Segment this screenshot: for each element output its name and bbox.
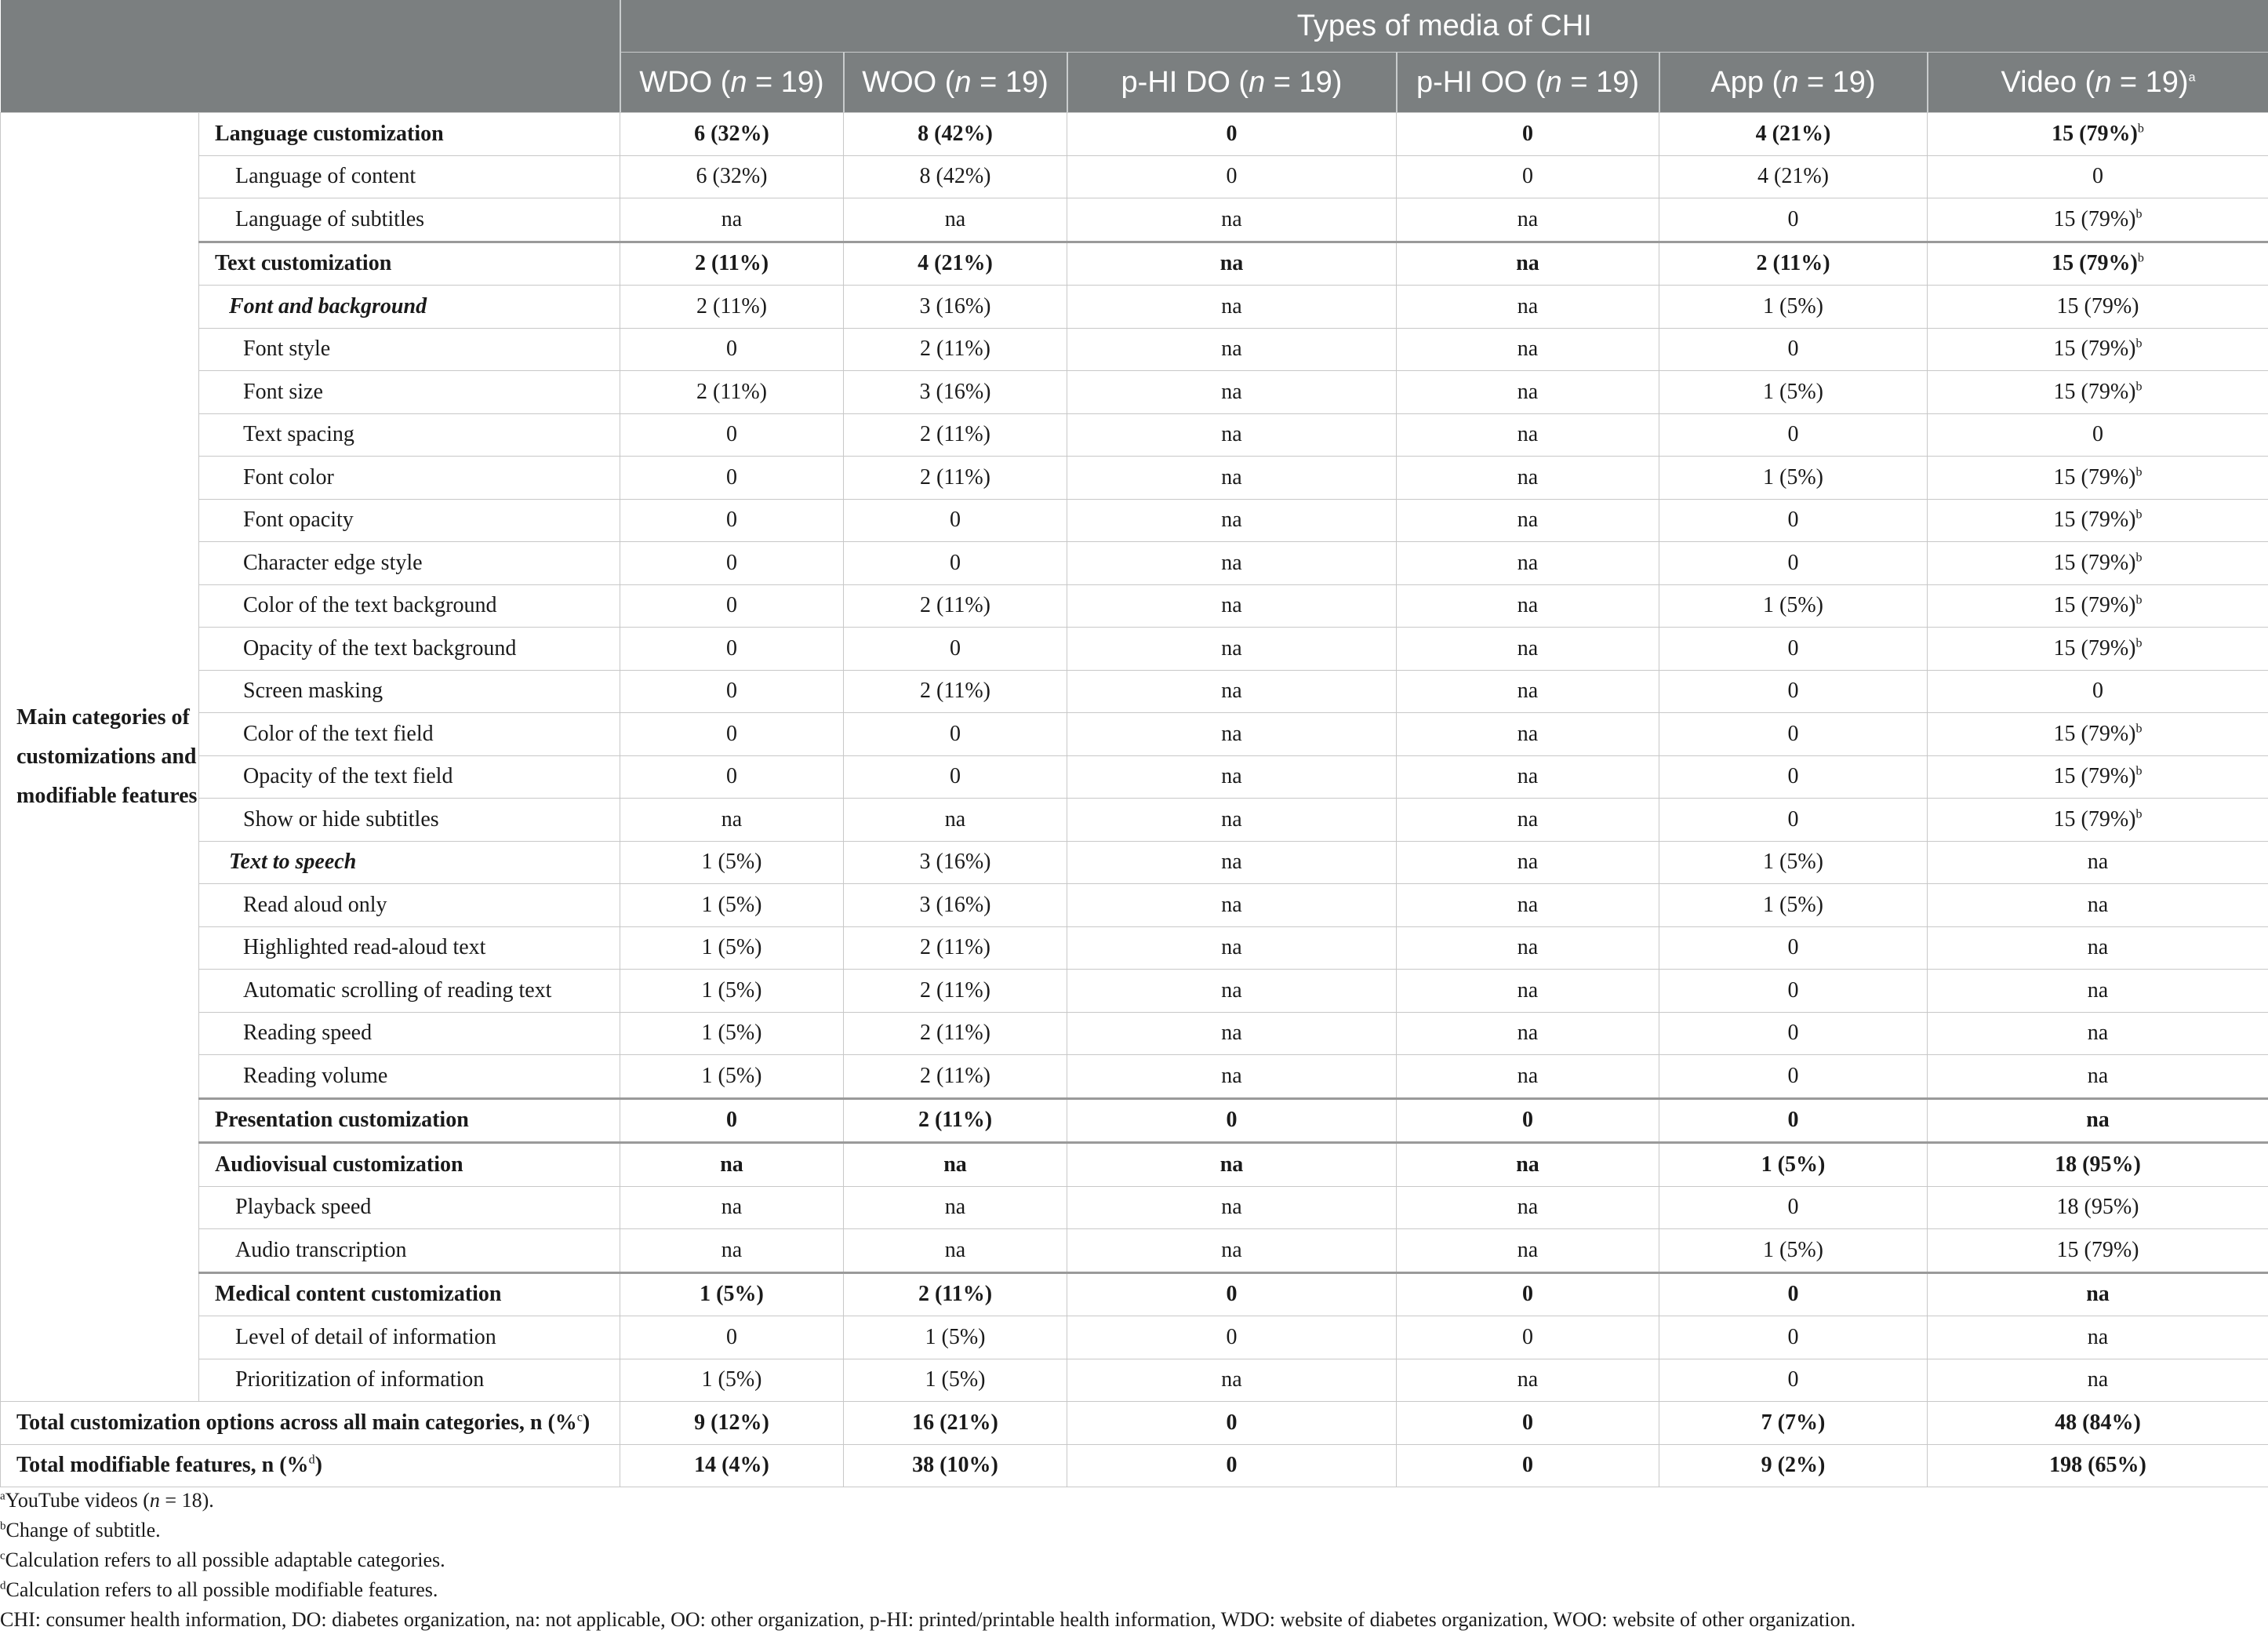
column-header-app: App (n = 19) xyxy=(1659,53,1928,113)
table-row xyxy=(1,670,2268,713)
table-cell: na xyxy=(1397,799,1659,842)
table-cell: na xyxy=(1397,713,1659,756)
table-row xyxy=(1,584,2268,628)
table-cell: 0 xyxy=(844,628,1067,671)
table-cell: 1 (5%) xyxy=(1659,841,1928,884)
table-row xyxy=(1,1316,2268,1359)
table-cell: na xyxy=(1397,926,1659,970)
table-cell: 2 (11%) xyxy=(844,926,1067,970)
table-cell: na xyxy=(1397,1012,1659,1055)
table-cell: na xyxy=(1928,884,2268,927)
table-cell: 2 (11%) xyxy=(844,457,1067,500)
table-cell: 0 xyxy=(844,542,1067,585)
table-row xyxy=(1,1229,2268,1273)
table-row xyxy=(1,1359,2268,1402)
table-row xyxy=(1,1012,2268,1055)
table-cell: 2 (11%) xyxy=(844,413,1067,457)
table-row xyxy=(1,542,2268,585)
table-cell: na xyxy=(1928,1012,2268,1055)
table-cell: 0 xyxy=(1659,970,1928,1013)
total-cell: 14 (4%) xyxy=(620,1444,844,1487)
row-label: Text spacing xyxy=(199,413,620,457)
table-cell: 0 xyxy=(1659,755,1928,799)
row-label: Language of subtitles xyxy=(199,198,620,242)
table-cell: 1 (5%) xyxy=(620,884,844,927)
table-cell: 0 xyxy=(1659,413,1928,457)
table-cell: na xyxy=(620,1186,844,1229)
table-cell: 1 (5%) xyxy=(1659,1143,1928,1187)
table-cell: na xyxy=(1397,457,1659,500)
table-cell: na xyxy=(1067,198,1397,242)
table-cell: 0 xyxy=(1659,1316,1928,1359)
row-label: Opacity of the text field xyxy=(199,755,620,799)
table-cell: 0 xyxy=(620,413,844,457)
table-cell: 0 xyxy=(620,755,844,799)
table-cell: 1 (5%) xyxy=(1659,457,1928,500)
total-row xyxy=(1,1402,2268,1445)
table-cell: na xyxy=(1397,286,1659,329)
table-row xyxy=(1,1272,2268,1316)
table-row xyxy=(1,1186,2268,1229)
footnote: $^d$Calculation refers to all possible modifiable features. xyxy=(0,1578,438,1601)
table-cell: na xyxy=(1397,242,1659,286)
footnotes xyxy=(0,1486,2268,1635)
table-cell: 0 xyxy=(1397,155,1659,198)
table-cell: 1 (5%) xyxy=(620,1012,844,1055)
table-cell: 15 $(79\%)^b$ xyxy=(1928,542,2268,585)
row-label: Show or hide subtitles xyxy=(199,799,620,842)
table-cell: 15 $(79\%)^b$ xyxy=(1928,713,2268,756)
table-cell: na xyxy=(1067,841,1397,884)
table-cell: na xyxy=(1067,799,1397,842)
table-cell: 0 xyxy=(844,755,1067,799)
table-cell: na xyxy=(1928,1098,2268,1143)
total-cell: 0 xyxy=(1067,1444,1397,1487)
total-cell: 16 (21%) xyxy=(844,1402,1067,1445)
table-cell: 1 (5%) xyxy=(1659,286,1928,329)
table-cell: na xyxy=(1067,670,1397,713)
table-row xyxy=(1,413,2268,457)
table-cell: na xyxy=(1067,413,1397,457)
table-row xyxy=(1,286,2268,329)
total-row xyxy=(1,1444,2268,1487)
table-cell: 0 xyxy=(1067,113,1397,156)
table-cell: na xyxy=(1397,970,1659,1013)
table-cell: 15 $(79\%)^b$ xyxy=(1928,755,2268,799)
column-header-phi-oo: p-HI OO (n = 19) xyxy=(1397,53,1659,113)
row-label: Opacity of the text background xyxy=(199,628,620,671)
table-cell: na xyxy=(1067,970,1397,1013)
table-cell: 0 xyxy=(1659,713,1928,756)
table-cell: na xyxy=(1067,926,1397,970)
table-row xyxy=(1,155,2268,198)
table-cell: na xyxy=(1928,1272,2268,1316)
table-cell: na xyxy=(1067,542,1397,585)
table-cell: na xyxy=(1397,1186,1659,1229)
table-cell: 1 (5%) xyxy=(844,1316,1067,1359)
table-row xyxy=(1,198,2268,242)
table-cell: 2 (11%) xyxy=(620,242,844,286)
row-label: Text to speech xyxy=(199,841,620,884)
table-cell: 1 (5%) xyxy=(620,841,844,884)
table-cell: 3 (16%) xyxy=(844,884,1067,927)
table-cell: 8 (42%) xyxy=(844,155,1067,198)
row-label: Prioritization of information xyxy=(199,1359,620,1402)
table-row xyxy=(1,755,2268,799)
table-cell: na xyxy=(844,198,1067,242)
table-cell: 0 xyxy=(1067,155,1397,198)
table-cell: na xyxy=(1067,628,1397,671)
table-row xyxy=(1,328,2268,371)
table-cell: na xyxy=(1067,713,1397,756)
table-cell: 0 xyxy=(1659,1012,1928,1055)
table-cell: 15 $(79\%)^b$ xyxy=(1928,457,2268,500)
table-cell: na xyxy=(1397,1359,1659,1402)
footnote: $^a$YouTube videos (n = 18). xyxy=(0,1489,214,1512)
table-cell: 0 xyxy=(620,584,844,628)
row-label: Font style xyxy=(199,328,620,371)
row-label: Font opacity xyxy=(199,499,620,542)
table-cell: 2 (11%) xyxy=(844,1012,1067,1055)
table-cell: na xyxy=(1928,1316,2268,1359)
table-cell: 0 xyxy=(1659,1055,1928,1099)
table-cell: 15 $(79\%)^b$ xyxy=(1928,328,2268,371)
table-cell: na xyxy=(1067,1055,1397,1099)
table-cell: na xyxy=(1928,926,2268,970)
table-cell: na xyxy=(620,198,844,242)
row-label: Language of content xyxy=(199,155,620,198)
table-cell: 4 (21%) xyxy=(1659,113,1928,156)
table-cell: 3 (16%) xyxy=(844,286,1067,329)
table-cell: na xyxy=(620,1229,844,1273)
table-cell: 0 xyxy=(1659,1272,1928,1316)
row-label: Level of detail of information xyxy=(199,1316,620,1359)
table-cell: 1 (5%) xyxy=(1659,884,1928,927)
table-cell: na xyxy=(1067,328,1397,371)
table-cell: na xyxy=(1397,755,1659,799)
header-corner xyxy=(1,0,620,53)
table-cell: na xyxy=(1067,457,1397,500)
table-cell: 1 (5%) xyxy=(1659,1229,1928,1273)
table-cell: na xyxy=(1067,1012,1397,1055)
table-cell: na xyxy=(844,1229,1067,1273)
table-cell: 15 $(79\%)^b$ xyxy=(1928,242,2268,286)
table-cell: na xyxy=(1067,242,1397,286)
table-cell: na xyxy=(1397,499,1659,542)
table-cell: 0 xyxy=(620,1316,844,1359)
table-cell: 2 (11%) xyxy=(844,1055,1067,1099)
table-cell: 0 xyxy=(1397,113,1659,156)
row-label: Font size xyxy=(199,371,620,414)
table-cell: na xyxy=(1397,1229,1659,1273)
row-label: Text customization xyxy=(199,242,620,286)
total-cell: 48 (84%) xyxy=(1928,1402,2268,1445)
table-cell: na xyxy=(1928,1055,2268,1099)
table-row xyxy=(1,371,2268,414)
table-cell: na xyxy=(1067,286,1397,329)
table-cell: 0 xyxy=(844,499,1067,542)
table-cell: 3 (16%) xyxy=(844,371,1067,414)
total-cell: 38 (10%) xyxy=(844,1444,1067,1487)
table-cell: 0 xyxy=(1067,1316,1397,1359)
header-group-title: Types of media of CHI xyxy=(620,0,2268,53)
table-cell: 0 xyxy=(620,670,844,713)
table-cell: na xyxy=(844,1186,1067,1229)
total-cell: 0 xyxy=(1067,1402,1397,1445)
table-cell: 15 $(79\%)^b$ xyxy=(1928,799,2268,842)
row-label: Font color xyxy=(199,457,620,500)
table-row xyxy=(1,926,2268,970)
table-cell: 0 xyxy=(1659,926,1928,970)
total-label: Total customization options across all main categories, n (%$^c$) xyxy=(1,1402,620,1445)
table-cell: 2 (11%) xyxy=(844,584,1067,628)
table-row xyxy=(1,242,2268,286)
table-cell: 15 $(79\%)^b$ xyxy=(1928,499,2268,542)
table-row xyxy=(1,499,2268,542)
table-cell: 1 (5%) xyxy=(844,1359,1067,1402)
table-cell: na xyxy=(1397,584,1659,628)
table-cell: 0 xyxy=(1659,1359,1928,1402)
table-cell: 18 (95%) xyxy=(1928,1143,2268,1187)
table-cell: 0 xyxy=(620,542,844,585)
row-label: Character edge style xyxy=(199,542,620,585)
table-cell: 2 (11%) xyxy=(844,328,1067,371)
row-label: Reading volume xyxy=(199,1055,620,1099)
table-cell: 4 (21%) xyxy=(844,242,1067,286)
table-cell: na xyxy=(1397,413,1659,457)
total-cell: 198 (65%) xyxy=(1928,1444,2268,1487)
table-row xyxy=(1,628,2268,671)
table-cell: na xyxy=(1397,198,1659,242)
table-cell: na xyxy=(1067,499,1397,542)
row-label: Automatic scrolling of reading text xyxy=(199,970,620,1013)
table-row xyxy=(1,1098,2268,1143)
table-row xyxy=(1,841,2268,884)
table-cell: na xyxy=(1397,371,1659,414)
row-group-label: Main categories of customizations and modifiable features xyxy=(1,113,199,1402)
table-cell: 6 (32%) xyxy=(620,155,844,198)
table-cell: 0 xyxy=(620,328,844,371)
table-cell: 0 xyxy=(1659,628,1928,671)
table-cell: 0 xyxy=(1928,155,2268,198)
total-cell: 0 xyxy=(1397,1402,1659,1445)
table-cell: na xyxy=(844,1143,1067,1187)
table-row xyxy=(1,1055,2268,1099)
table-cell: na xyxy=(1067,1359,1397,1402)
table-cell: 0 xyxy=(620,713,844,756)
row-label: Playback speed xyxy=(199,1186,620,1229)
table-cell: na xyxy=(1067,884,1397,927)
table-cell: na xyxy=(1067,1143,1397,1187)
table-cell: na xyxy=(1397,841,1659,884)
table-cell: 1 (5%) xyxy=(620,926,844,970)
row-label: Language customization xyxy=(199,113,620,156)
footnote: $^b$Change of subtitle. xyxy=(0,1519,161,1541)
row-label: Font and background xyxy=(199,286,620,329)
table-cell: 1 (5%) xyxy=(620,1272,844,1316)
table-cell: na xyxy=(1067,371,1397,414)
table-cell: 15 $(79\%)^b$ xyxy=(1928,198,2268,242)
table-cell: 2 (11%) xyxy=(1659,242,1928,286)
total-cell: 0 xyxy=(1397,1444,1659,1487)
total-cell: 7 (7%) xyxy=(1659,1402,1928,1445)
row-label: Read aloud only xyxy=(199,884,620,927)
table-cell: na xyxy=(1397,670,1659,713)
table-cell: na xyxy=(1067,584,1397,628)
table-cell: na xyxy=(1397,628,1659,671)
table-row xyxy=(1,1143,2268,1187)
table-cell: 15 $(79\%)^b$ xyxy=(1928,584,2268,628)
column-header-woo: WOO (n = 19) xyxy=(844,53,1067,113)
table-cell: 0 xyxy=(1397,1272,1659,1316)
table-cell: 0 xyxy=(1659,799,1928,842)
table-cell: na xyxy=(620,799,844,842)
table-row xyxy=(1,713,2268,756)
table-cell: 0 xyxy=(1659,1098,1928,1143)
row-label: Reading speed xyxy=(199,1012,620,1055)
footnote: $^c$Calculation refers to all possible adaptable categories. xyxy=(0,1549,445,1571)
table-cell: 2 (11%) xyxy=(844,970,1067,1013)
table-cell: 2 (11%) xyxy=(620,371,844,414)
table-cell: 1 (5%) xyxy=(1659,371,1928,414)
table-cell: na xyxy=(1928,841,2268,884)
table-cell: 0 xyxy=(1067,1098,1397,1143)
table-cell: 0 xyxy=(844,713,1067,756)
table-cell: 3 (16%) xyxy=(844,841,1067,884)
table-body xyxy=(1,113,2268,1487)
table-cell: 0 xyxy=(1659,670,1928,713)
table-cell: 0 xyxy=(620,499,844,542)
table-cell: 15 (79%) xyxy=(1928,1229,2268,1273)
table-cell: 0 xyxy=(1659,542,1928,585)
row-label: Presentation customization xyxy=(199,1098,620,1143)
table-cell: 1 (5%) xyxy=(620,1055,844,1099)
table-cell: 15 (79%) xyxy=(1928,286,2268,329)
table-cell: 0 xyxy=(1659,1186,1928,1229)
total-cell: 9 (12%) xyxy=(620,1402,844,1445)
row-label: Medical content customization xyxy=(199,1272,620,1316)
row-label: Audio transcription xyxy=(199,1229,620,1273)
table-cell: na xyxy=(1397,328,1659,371)
table-cell: 4 (21%) xyxy=(1659,155,1928,198)
table-cell: 2 (11%) xyxy=(844,670,1067,713)
total-label: Total modifiable features, n (%$^d$) xyxy=(1,1444,620,1487)
row-label: Screen masking xyxy=(199,670,620,713)
table-cell: 2 (11%) xyxy=(844,1272,1067,1316)
table-cell: 1 (5%) xyxy=(620,970,844,1013)
table-row xyxy=(1,884,2268,927)
table-cell: na xyxy=(1397,1143,1659,1187)
table-cell: na xyxy=(620,1143,844,1187)
table-cell: 15 $(79\%)^b$ xyxy=(1928,371,2268,414)
table-cell: 8 (42%) xyxy=(844,113,1067,156)
row-label: Color of the text background xyxy=(199,584,620,628)
table-cell: na xyxy=(1067,755,1397,799)
table-cell: 0 xyxy=(1659,499,1928,542)
table-cell: na xyxy=(1067,1186,1397,1229)
table-cell: 0 xyxy=(1659,328,1928,371)
table-cell: na xyxy=(1067,1229,1397,1273)
table-cell: na xyxy=(1928,970,2268,1013)
table-row xyxy=(1,799,2268,842)
row-label: Color of the text field xyxy=(199,713,620,756)
table-cell: 15 $(79\%)^b$ xyxy=(1928,628,2268,671)
column-header-wdo: WDO (n = 19) xyxy=(620,53,844,113)
table-cell: 0 xyxy=(1928,670,2268,713)
table-cell: 0 xyxy=(1928,413,2268,457)
table-row xyxy=(1,457,2268,500)
table-cell: 0 xyxy=(1397,1098,1659,1143)
row-label: Audiovisual customization xyxy=(199,1143,620,1187)
row-label: Highlighted read-aloud text xyxy=(199,926,620,970)
table-cell: 15 $(79\%)^b$ xyxy=(1928,113,2268,156)
table-cell: 2 (11%) xyxy=(620,286,844,329)
table-cell: 0 xyxy=(620,457,844,500)
table-cell: 0 xyxy=(1067,1272,1397,1316)
table-cell: 0 xyxy=(620,1098,844,1143)
table-row xyxy=(1,970,2268,1013)
column-header-phi-do: p-HI DO (n = 19) xyxy=(1067,53,1397,113)
table-cell: 18 (95%) xyxy=(1928,1186,2268,1229)
table-cell: 2 (11%) xyxy=(844,1098,1067,1143)
total-cell: 9 (2%) xyxy=(1659,1444,1928,1487)
column-header-video: Video (n = 19)$^a$ xyxy=(1928,53,2268,113)
header-corner-lower xyxy=(1,53,620,113)
table-row xyxy=(1,113,2268,156)
table-cell: 0 xyxy=(1397,1316,1659,1359)
footnote: CHI: consumer health information, DO: diabetes organization, na: not applicable, OO: other organization, p-HI: printed/printable health information, WDO: website of diabetes organization, WOO: website of other organization. xyxy=(0,1608,1856,1631)
table-cell: na xyxy=(1397,884,1659,927)
table-cell: 1 (5%) xyxy=(1659,584,1928,628)
table-cell: na xyxy=(844,799,1067,842)
table-cell: na xyxy=(1397,1055,1659,1099)
table-cell: na xyxy=(1928,1359,2268,1402)
table-cell: 1 (5%) xyxy=(620,1359,844,1402)
table-cell: na xyxy=(1397,542,1659,585)
table-cell: 0 xyxy=(620,628,844,671)
table-cell: 0 xyxy=(1659,198,1928,242)
table-cell: 6 (32%) xyxy=(620,113,844,156)
